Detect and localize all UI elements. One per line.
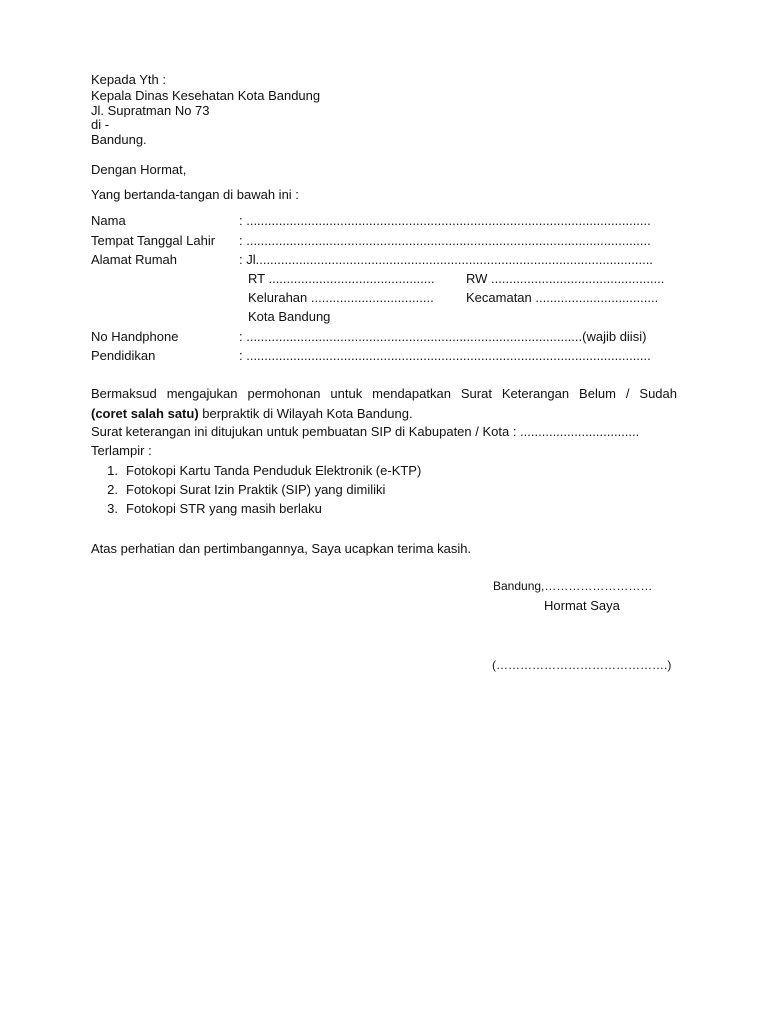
recipient-address [91,72,677,148]
field-blank: : ................................................................................................................ [239,348,651,363]
list-text: Fotokopi STR yang masih berlaku [126,501,322,516]
field-label: Pendidikan [91,348,156,363]
purpose-line [91,406,677,422]
address-line: di - [91,117,110,132]
field-kecamatan: Kecamatan .................................. [466,290,659,305]
intro-text: Yang bertanda-tangan di bawah ini : [91,187,299,202]
field-rw: RW ................................................ [466,271,665,286]
field-pendidikan [91,348,677,364]
address-line: Kepala Dinas Kesehatan Kota Bandung [91,88,321,103]
address-city-row [248,309,678,325]
address-line: Kepada Yth : [91,72,166,87]
list-number: 2. [107,482,118,497]
field-blank: : ................................................................................................................ [239,213,651,228]
list-text: Fotokopi Kartu Tanda Penduduk Elektronik (e-KTP) [126,463,422,478]
list-item [91,461,677,480]
address-kelurahan-kecamatan-row [248,290,678,306]
field-alamat-rumah [91,252,677,268]
address-line: Jl. Supratman No 73 [91,103,210,117]
signature-place-date: Bandung,……………………… [493,579,653,593]
purpose-line: Bermaksud mengajukan permohonan untuk mendapatkan Surat Keterangan Belum / Sudah [91,386,677,401]
attachments-list [91,461,677,518]
signature-regards: Hormat Saya [544,598,620,613]
field-kelurahan: Kelurahan .................................. [248,290,434,305]
purpose-text: berpraktik di Wilayah Kota Bandung. [198,406,413,421]
list-item [91,499,677,518]
field-no-handphone [91,329,677,345]
field-label: Tempat Tanggal Lahir [91,233,216,248]
field-kota: Kota Bandung [248,309,331,324]
field-blank: : ................................................................................................................ [239,233,651,248]
address-rt-rw-row [248,271,678,287]
signature-name-line: (…………………………………….) [492,658,672,672]
list-item [91,480,677,499]
list-number: 3. [107,501,118,516]
attachments-label: Terlampir : [91,443,152,458]
field-nama [91,213,677,229]
list-text: Fotokopi Surat Izin Praktik (SIP) yang dimiliki [126,482,386,497]
field-label: No Handphone [91,329,179,344]
greeting: Dengan Hormat, [91,162,187,177]
field-label: Alamat Rumah [91,252,177,267]
field-tempat-tanggal-lahir [91,233,677,249]
list-number: 1. [107,463,118,478]
purpose-paragraph [91,386,677,459]
field-label: Nama [91,213,126,228]
strike-instruction: (coret salah satu) [91,406,199,421]
field-blank: : .............................................................................................(wajib diisi) [239,329,647,344]
field-blank: : Jl.............................................................................................................. [239,252,653,267]
field-rt: RT .............................................. [248,271,435,286]
purpose-line: Surat keterangan ini ditujukan untuk pembuatan SIP di Kabupaten / Kota : ................................. [91,424,640,439]
address-line: Bandung. [91,132,147,147]
closing-text: Atas perhatian dan pertimbangannya, Saya ucapkan terima kasih. [91,541,472,556]
